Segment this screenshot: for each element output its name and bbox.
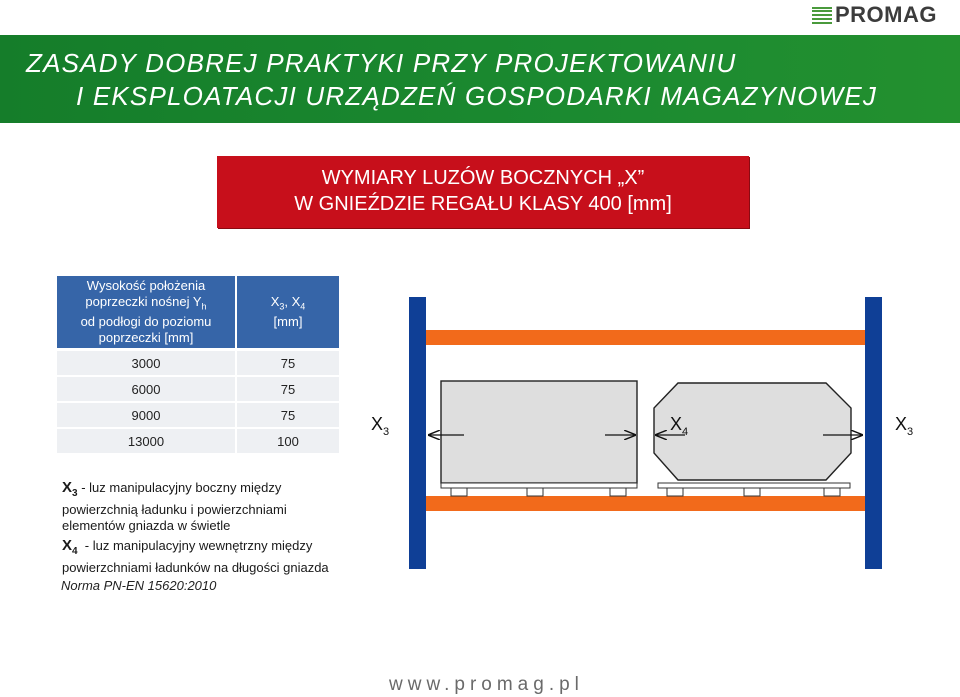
header-banner xyxy=(0,35,960,123)
label-x3-right: $X_3$ xyxy=(895,414,914,438)
rack-diagram xyxy=(371,290,940,575)
section-title-line1: WYMIARY LUZÓW BOCZNYCH „X” xyxy=(321,167,645,189)
header-height xyxy=(57,276,235,348)
legend-x4-line2: powierzchniami ładunków na długości gniazda xyxy=(62,560,329,575)
website-link[interactable]: www.promag.pl xyxy=(389,674,584,695)
label-x3-left: $X_3$ xyxy=(371,414,390,438)
promag-logo xyxy=(812,4,937,26)
legend-x4-line1: $X_4$ - luz manipulacyjny wewnętrzny między xyxy=(62,537,313,557)
legend-x3-line1: $X_3$ - luz manipulacyjny boczny między xyxy=(62,479,282,499)
norm-reference: Norma PN-EN 15620:2010 xyxy=(61,578,217,593)
legend-x3-line3: elementów gniazda w świetle xyxy=(62,518,231,533)
section-title-box xyxy=(217,156,749,228)
header-clearance-symbols: $X_3$, $X_4$ xyxy=(270,293,306,312)
cell-height: 13000 xyxy=(57,429,235,453)
legend-x3 xyxy=(62,480,287,534)
pallet-right xyxy=(658,483,850,496)
table-header xyxy=(57,276,339,348)
cell-clearance: 75 xyxy=(237,351,339,375)
left-upright xyxy=(409,297,426,569)
load-left xyxy=(441,381,637,483)
header-clearance-unit: [mm] xyxy=(273,314,303,330)
clearance-table xyxy=(57,276,339,453)
label-x4: $X_4$ xyxy=(670,414,689,438)
section-title-line2: W GNIEŹDZIE REGAŁU KLASY 400 [mm] xyxy=(294,193,672,215)
table-row xyxy=(57,351,339,375)
right-upright xyxy=(865,297,882,569)
pallet-left xyxy=(441,483,637,496)
table-row xyxy=(57,403,339,427)
banner-title-line1: ZASADY DOBREJ PRAKTYKI PRZY PROJEKTOWANIU xyxy=(26,48,737,78)
top-beam xyxy=(418,330,880,345)
cell-height: 3000 xyxy=(57,351,235,375)
header-height-line1: Wysokość położenia xyxy=(86,277,206,293)
table-row xyxy=(57,429,339,453)
logo-mark-icon xyxy=(812,7,832,24)
header-height-line4: poprzeczki [mm] xyxy=(98,330,194,346)
header-height-line3: od podłogi do poziomu xyxy=(80,314,212,330)
header-clearance xyxy=(237,276,339,348)
cell-clearance: 75 xyxy=(237,377,339,401)
cell-height: 6000 xyxy=(57,377,235,401)
cell-height: 9000 xyxy=(57,403,235,427)
legend-x4 xyxy=(62,538,329,576)
logo-text: PROMAG xyxy=(835,2,937,27)
cell-clearance: 100 xyxy=(237,429,339,453)
header-height-line2: poprzeczki nośnej $Y_h$ xyxy=(85,293,207,312)
banner-title-line2: I EKSPLOATACJI URZĄDZEŃ GOSPODARKI MAGAZYNOWEJ xyxy=(76,81,878,111)
cell-clearance: 75 xyxy=(237,403,339,427)
bottom-beam xyxy=(418,496,880,511)
legend-x3-line2: powierzchnią ładunku i powierzchniami xyxy=(62,502,287,517)
table-row xyxy=(57,377,339,401)
